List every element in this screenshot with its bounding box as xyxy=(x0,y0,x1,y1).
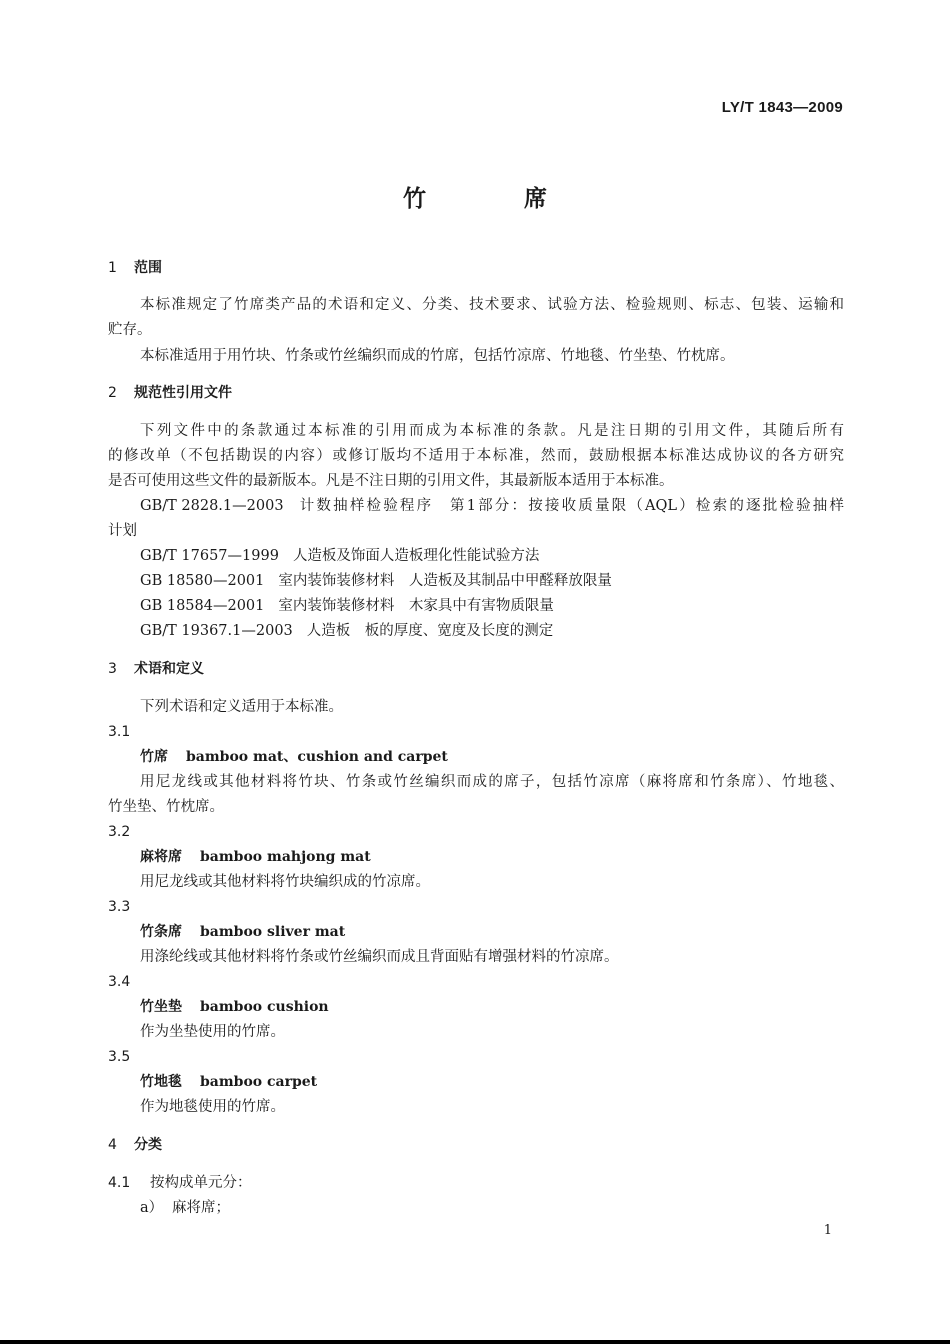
title-char-1: 竹 xyxy=(403,186,426,212)
term-number: 3.5 xyxy=(108,1049,131,1065)
term-number: 3.2 xyxy=(108,824,131,840)
standard-code: LY/T 1843—2009 xyxy=(721,99,843,116)
section-number: 4 xyxy=(108,1137,117,1153)
section-number: 3 xyxy=(108,661,117,677)
reference-item-continued: 计划 xyxy=(108,523,137,539)
term-number: 3.4 xyxy=(108,974,131,990)
list-item xyxy=(140,1198,844,1218)
section-1-heading: 1 范围 xyxy=(108,260,162,276)
term-en: bamboo mahjong mat xyxy=(200,849,371,865)
term-number: 3.3 xyxy=(108,899,131,915)
reference-item xyxy=(140,546,844,566)
section-3-intro: 下列术语和定义适用于本标准。 xyxy=(140,699,343,715)
term-cn: 竹席 xyxy=(140,749,168,765)
reference-code: GB/T 19367.1—2003 xyxy=(140,623,293,639)
term-definition: 作为地毯使用的竹席。 xyxy=(140,1099,285,1115)
subsection-4-1 xyxy=(108,1173,844,1193)
term-en: bamboo cushion xyxy=(200,999,329,1015)
term-heading xyxy=(140,922,844,942)
reference-title: 计数抽样检验程序 第1部分：按接收质量限（AQL）检索的逐批检验抽样 xyxy=(297,498,844,514)
term-en: bamboo mat、cushion and carpet xyxy=(186,749,448,765)
reference-code: GB 18580—2001 xyxy=(140,573,265,589)
section-2-para-line-2: 的修改单（不包括勘误的内容）或修订版均不适用于本标准，然而，鼓励根据本标准达成协议的各方研究 xyxy=(108,448,844,464)
term-definition: 作为坐垫使用的竹席。 xyxy=(140,1024,285,1040)
bottom-border xyxy=(0,1340,950,1344)
reference-code: GB/T 2828.1—2003 xyxy=(140,498,284,514)
section-2-para-line-3: 是否可使用这些文件的最新版本。凡是不注日期的引用文件，其最新版本适用于本标准。 xyxy=(108,473,674,489)
page-number: 1 xyxy=(823,1223,832,1238)
term-heading xyxy=(140,747,844,767)
reference-title: 人造板及饰面人造板理化性能试验方法 xyxy=(292,548,540,564)
term-number: 3.1 xyxy=(108,724,131,740)
subsection-number: 4.1 xyxy=(108,1175,131,1191)
section-1-para-1-line-2: 贮存。 xyxy=(108,322,152,338)
term-en: bamboo carpet xyxy=(200,1074,318,1090)
section-number: 1 xyxy=(108,260,117,276)
subsection-text: 按构成单元分： xyxy=(150,1175,252,1191)
reference-item xyxy=(140,571,844,591)
list-item-label: a） xyxy=(140,1200,164,1216)
section-1-para-1-line-1: 本标准规定了竹席类产品的术语和定义、分类、技术要求、试验方法、检验规则、标志、包装、运输和 xyxy=(140,297,844,313)
term-cn: 麻将席 xyxy=(140,849,182,865)
list-item-text: 麻将席； xyxy=(172,1200,230,1216)
document-title xyxy=(0,180,950,213)
term-definition-line-1: 用尼龙线或其他材料将竹块、竹条或竹丝编织而成的席子，包括竹凉席（麻将席和竹条席）、竹地毯、 xyxy=(140,774,844,790)
term-en: bamboo sliver mat xyxy=(200,924,346,940)
reference-title: 室内装饰装修材料 人造板及其制品中甲醛释放限量 xyxy=(278,573,612,589)
reference-item xyxy=(140,596,844,616)
section-2-para-line-1: 下列文件中的条款通过本标准的引用而成为本标准的条款。凡是注日期的引用文件，其随后所有 xyxy=(140,423,844,439)
term-definition-line-2: 竹坐垫、竹枕席。 xyxy=(108,799,224,815)
reference-code: GB 18584—2001 xyxy=(140,598,265,614)
title-char-2: 席 xyxy=(524,186,547,212)
reference-code: GB/T 17657—1999 xyxy=(140,548,279,564)
term-heading xyxy=(140,997,844,1017)
term-definition: 用尼龙线或其他材料将竹块编织成的竹凉席。 xyxy=(140,874,430,890)
reference-item xyxy=(140,496,844,516)
reference-item xyxy=(140,621,844,641)
section-1-para-2: 本标准适用于用竹块、竹条或竹丝编织而成的竹席，包括竹凉席、竹地毯、竹坐垫、竹枕席。 xyxy=(140,348,735,364)
term-cn: 竹坐垫 xyxy=(140,999,182,1015)
term-heading xyxy=(140,1072,844,1092)
term-cn: 竹地毯 xyxy=(140,1074,182,1090)
section-number: 2 xyxy=(108,385,117,401)
section-3-heading: 3 术语和定义 xyxy=(108,661,204,677)
term-cn: 竹条席 xyxy=(140,924,182,940)
section-4-heading: 4 分类 xyxy=(108,1137,162,1153)
term-heading xyxy=(140,847,844,867)
section-2-heading: 2 规范性引用文件 xyxy=(108,385,232,401)
reference-title: 人造板 板的厚度、宽度及长度的测定 xyxy=(306,623,554,639)
term-definition: 用涤纶线或其他材料将竹条或竹丝编织而成且背面贴有增强材料的竹凉席。 xyxy=(140,949,619,965)
reference-title: 室内装饰装修材料 木家具中有害物质限量 xyxy=(278,598,554,614)
